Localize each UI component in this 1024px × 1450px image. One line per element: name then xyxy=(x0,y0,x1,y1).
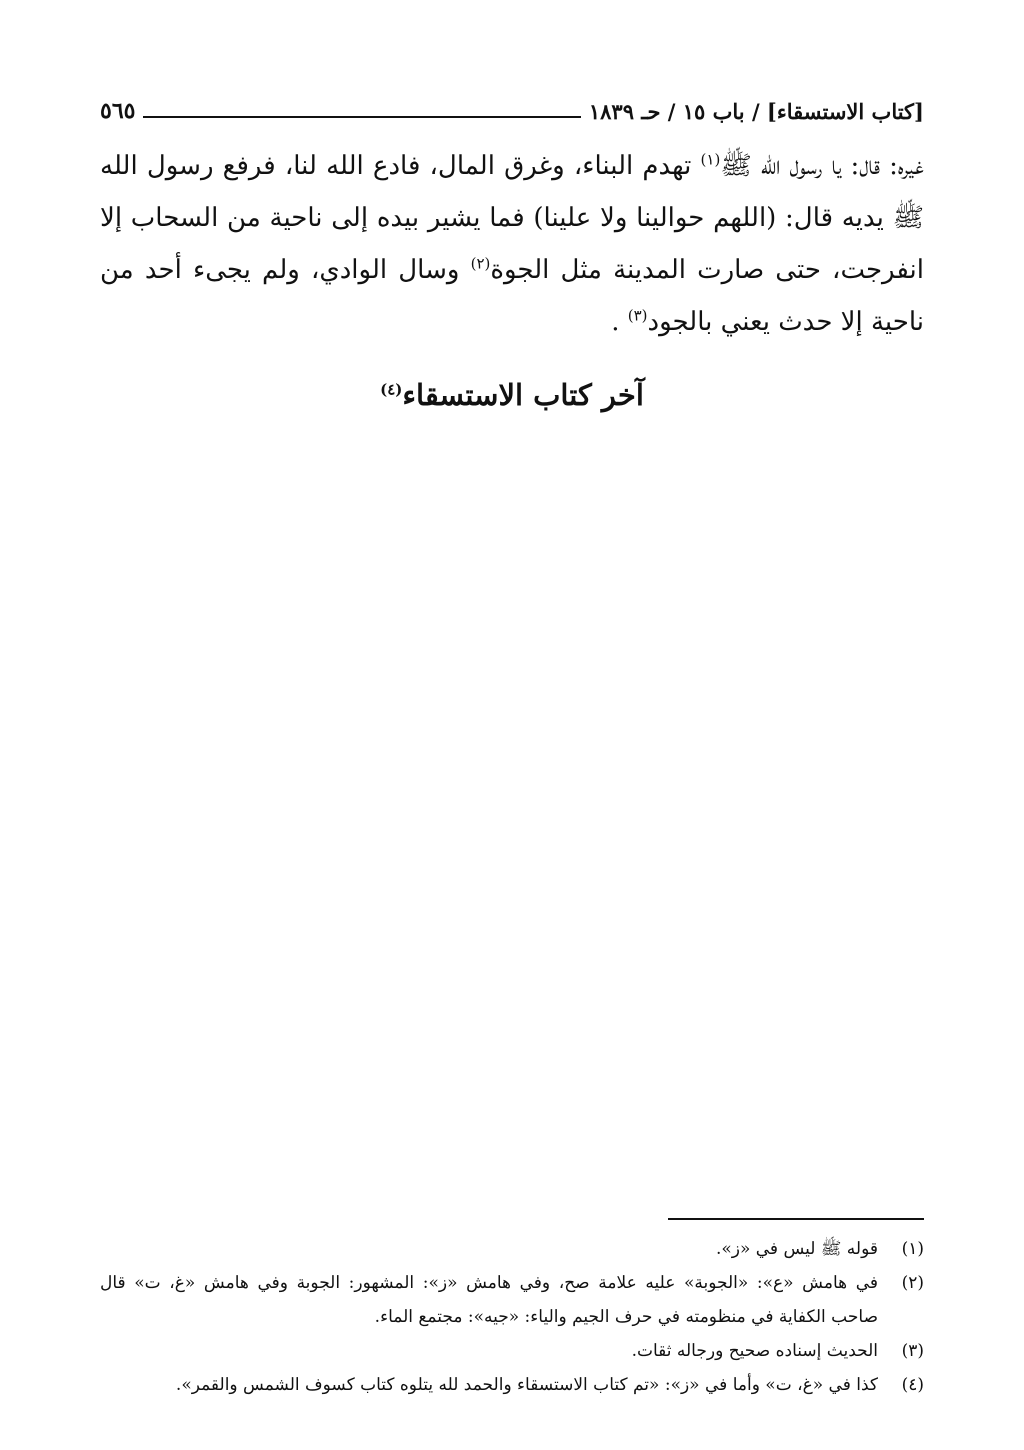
footnote-separator xyxy=(668,1218,924,1220)
footnotes xyxy=(100,1232,924,1402)
footnote-text: كذا في «غ، ت» وأما في «ز»: «تم كتاب الاستسقاء والحمد لله يتلوه كتاب كسوف الشمس والقمر». xyxy=(175,1375,878,1395)
section-end-heading xyxy=(100,378,924,412)
text-segment: وسال الوادي، ولم يجىء أحد من ناحية إلا حدث يعني بالجود xyxy=(100,255,924,337)
footnote-number: (١) xyxy=(901,1239,924,1259)
footnote-ref-2[interactable]: (٢) xyxy=(470,254,491,273)
page-number: ٥٦٥ xyxy=(100,98,136,124)
footnote-number: (٤) xyxy=(901,1375,924,1395)
footnote-item xyxy=(100,1266,924,1334)
footnote-ref-4[interactable]: (٤) xyxy=(380,380,403,399)
running-header xyxy=(100,88,924,124)
footnote-text: قوله ﷺ ليس في «ز». xyxy=(715,1239,878,1259)
text-segment: تهدم البناء، وغرق المال، فادع الله لنا، فرفع رسول الله ﷺ يديه قال: (اللهم حوالينا ولا علينا) فما يشير بيده إلى ناحية من السحاب إلا انفرجت، حتى صارت المدينة مثل الجوة xyxy=(100,151,924,285)
footnote-item xyxy=(100,1368,924,1402)
footnote-item xyxy=(100,1334,924,1368)
text-segment: . xyxy=(611,307,628,337)
section-end-text: آخر كتاب الاستسقاء xyxy=(402,378,644,412)
hadith-paragraph xyxy=(100,140,924,348)
main-text xyxy=(100,140,924,348)
footnote-text: في هامش «ع»: «الجوبة» عليه علامة صح، وفي هامش «ز»: المشهور: الجوبة وفي هامش «غ، ت» قال صاحب الكفاية في منظومته في حرف الجيم والياء: «جيه»: مجتمع الماء. xyxy=(100,1273,878,1327)
footnote-number: (٢) xyxy=(901,1273,924,1293)
footnote-number: (٣) xyxy=(901,1341,924,1361)
footnote-item xyxy=(100,1232,924,1266)
text-segment: غيره: قال: يا رسول الله ﷺ xyxy=(720,151,924,181)
footnote-ref-3[interactable]: (٣) xyxy=(627,306,648,325)
footnote-ref-1[interactable]: (١) xyxy=(700,150,721,169)
header-rule xyxy=(143,116,580,118)
chapter-title: [كتاب الاستسقاء] / باب ١٥ / حـ ١٨٣٩ xyxy=(588,99,924,124)
footnote-text: الحديث إسناده صحيح ورجاله ثقات. xyxy=(631,1341,878,1361)
